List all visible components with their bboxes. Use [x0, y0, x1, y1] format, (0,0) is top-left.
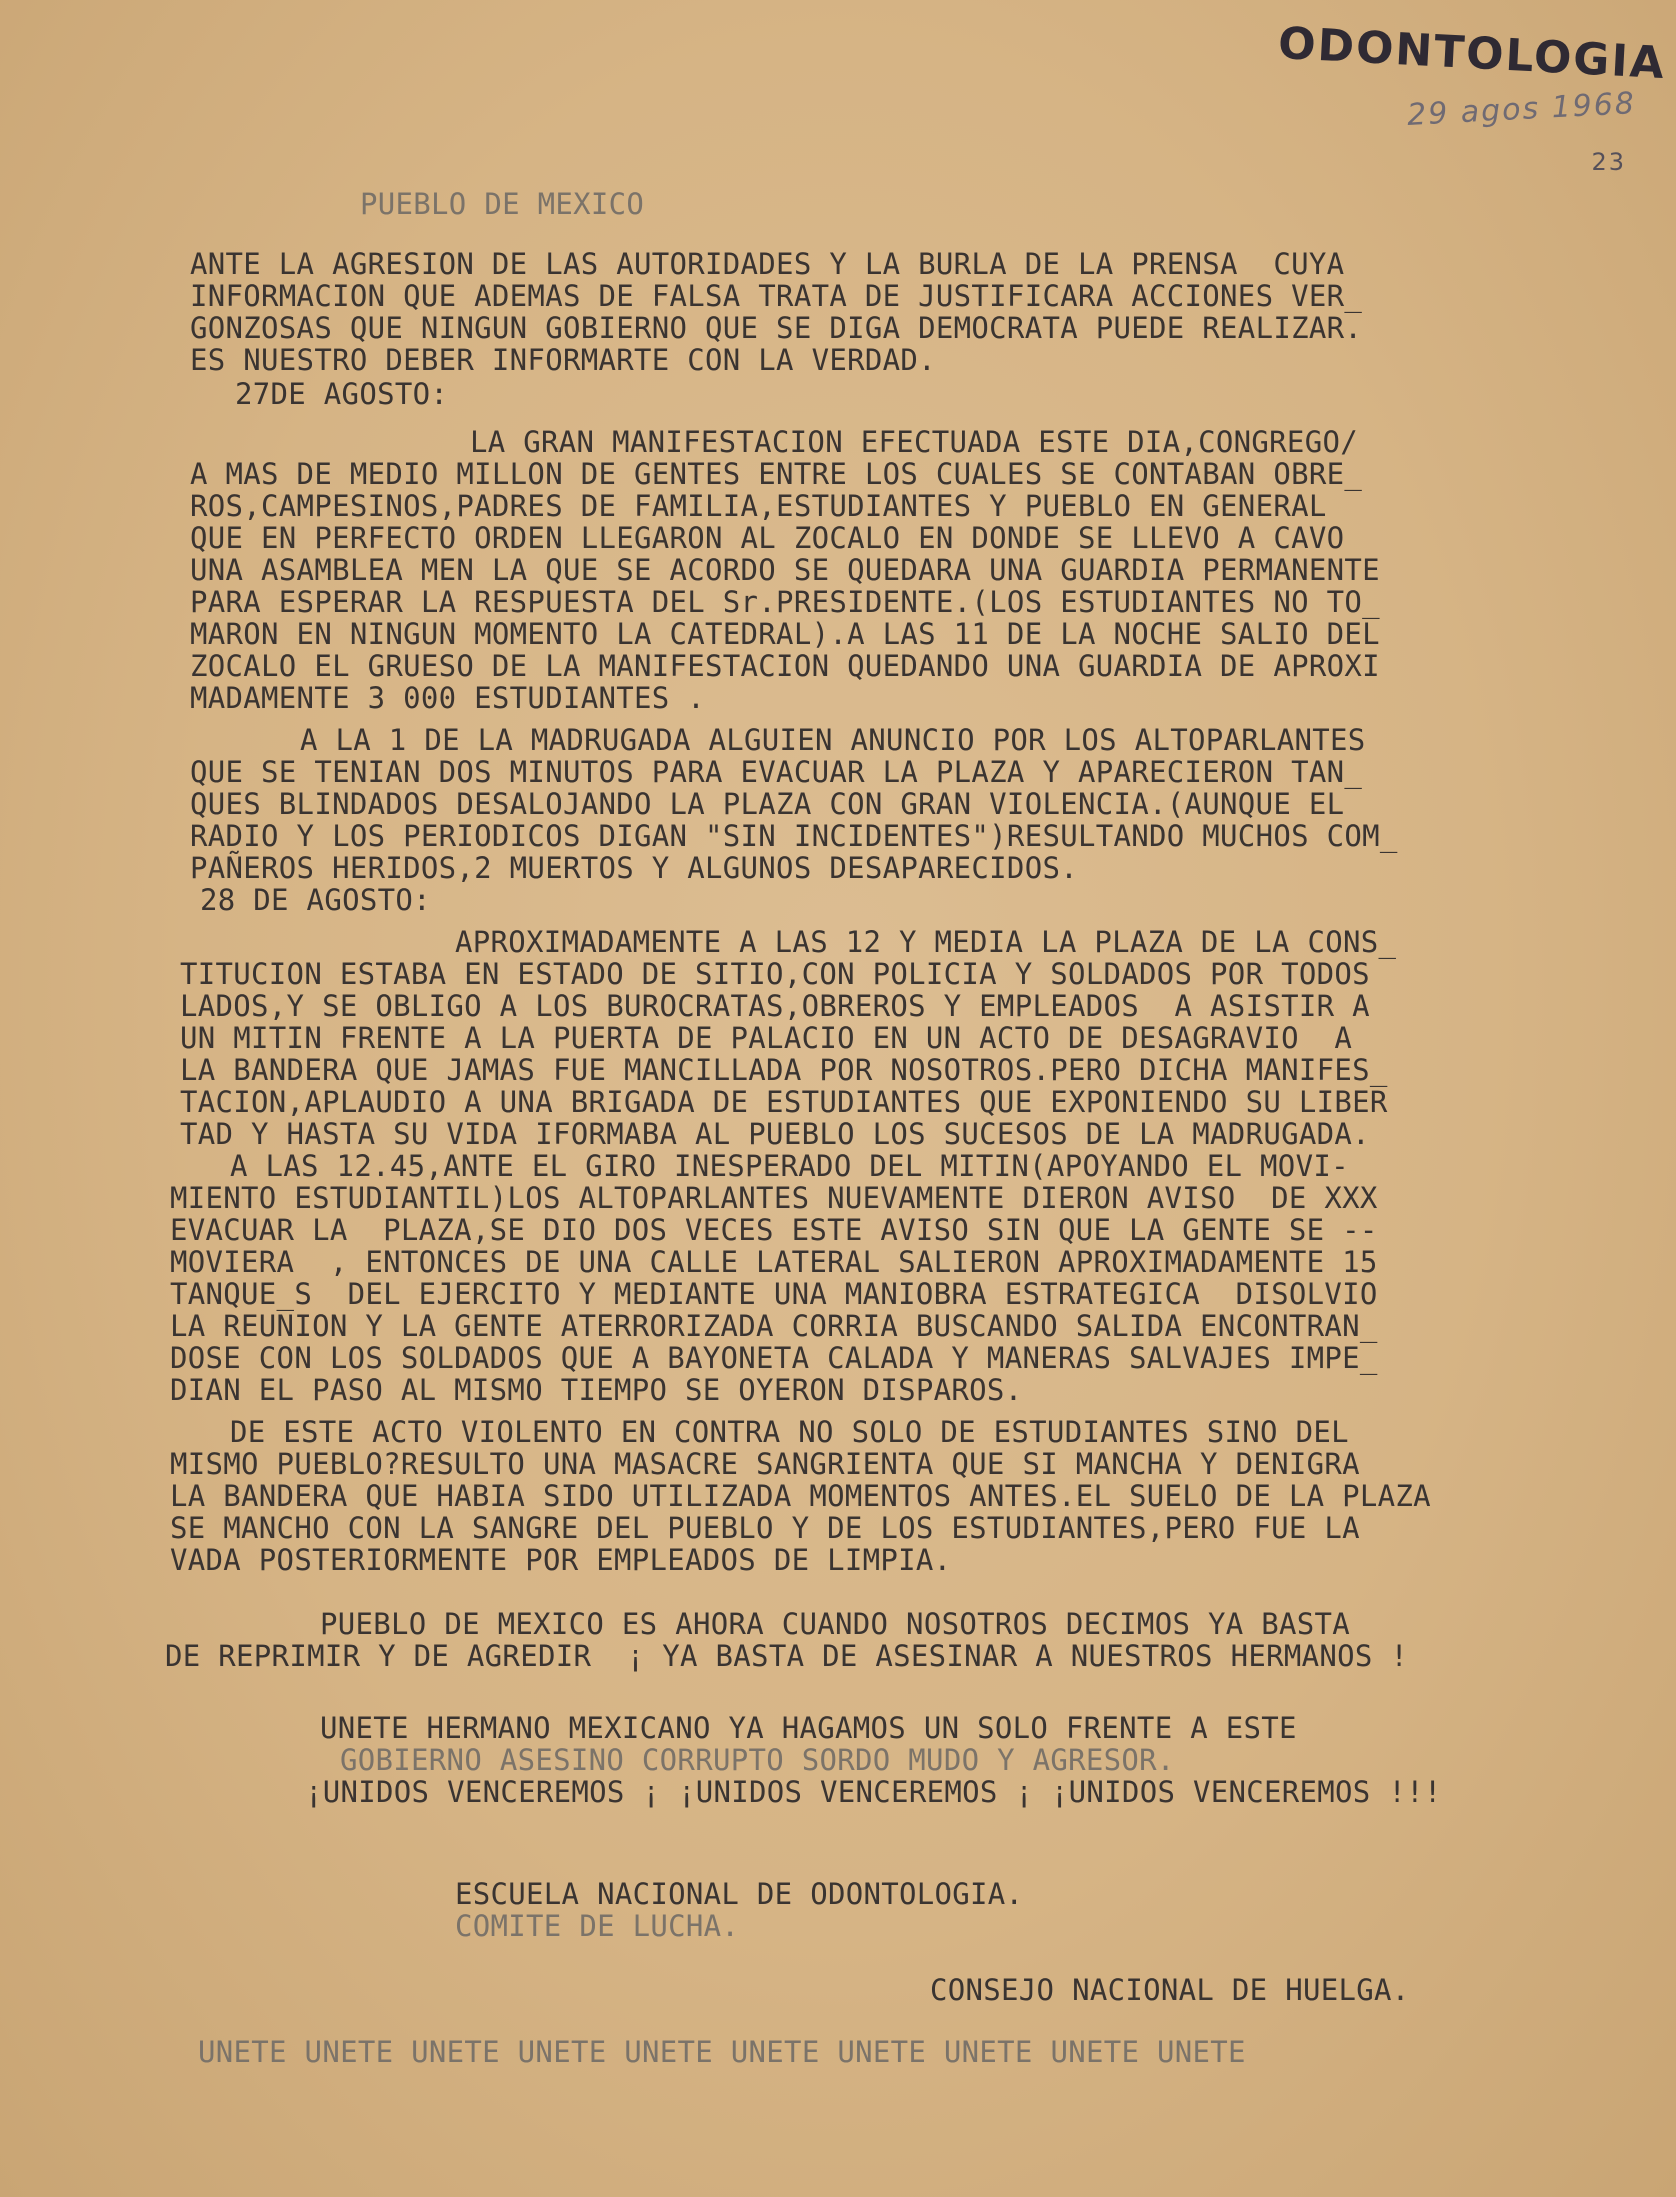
intro-line: ES NUESTRO DEBER INFORMARTE CON LA VERDAD.: [190, 343, 936, 377]
section3-line: DE ESTE ACTO VIOLENTO EN CONTRA NO SOLO DE ESTUDIANTES SINO DEL: [230, 1415, 1349, 1449]
appeal-line: PUEBLO DE MEXICO ES AHORA CUANDO NOSOTROS DECIMOS YA BASTA: [320, 1607, 1351, 1641]
section3-line: TACION,APLAUDIO A UNA BRIGADA DE ESTUDIANTES QUE EXPONIENDO SU LIBER: [180, 1085, 1388, 1119]
handwritten-date-annotation: 29 agos 1968: [1406, 86, 1637, 133]
section1-line: ZOCALO EL GRUESO DE LA MANIFESTACION QUEDANDO UNA GUARDIA DE APROXI: [190, 649, 1380, 683]
section1-line: MADAMENTE 3 000 ESTUDIANTES .: [190, 681, 706, 715]
section3-line: VADA POSTERIORMENTE POR EMPLEADOS DE LIMPIA.: [170, 1543, 952, 1577]
intro-line: GONZOSAS QUE NINGUN GOBIERNO QUE SE DIGA DEMOCRATA PUEDE REALIZAR.: [190, 311, 1363, 345]
section2-line: QUE SE TENIAN DOS MINUTOS PARA EVACUAR LA PLAZA Y APARECIERON TAN_: [190, 755, 1363, 789]
section1-line: MARON EN NINGUN MOMENTO LA CATEDRAL).A LAS 11 DE LA NOCHE SALIO DEL: [190, 617, 1380, 651]
signature-committee: COMITE DE LUCHA.: [455, 1909, 740, 1943]
section3-line: TAD Y HASTA SU VIDA IFORMABA AL PUEBLO LOS SUCESOS DE LA MADRUGADA.: [180, 1117, 1370, 1151]
section1-line: A MAS DE MEDIO MILLON DE GENTES ENTRE LOS CUALES SE CONTABAN OBRE_: [190, 457, 1363, 491]
section3-line: DIAN EL PASO AL MISMO TIEMPO SE OYERON DISPAROS.: [170, 1373, 1023, 1407]
section3-line: SE MANCHO CON LA SANGRE DEL PUEBLO Y DE LOS ESTUDIANTES,PERO FUE LA: [170, 1511, 1360, 1545]
section3-line: APROXIMADAMENTE A LAS 12 Y MEDIA LA PLAZA DE LA CONS_: [455, 925, 1397, 959]
section3-line: LA BANDERA QUE HABIA SIDO UTILIZADA MOMENTOS ANTES.EL SUELO DE LA PLAZA: [170, 1479, 1431, 1513]
section3-line: DOSE CON LOS SOLDADOS QUE A BAYONETA CALADA Y MANERAS SALVAJES IMPE_: [170, 1341, 1378, 1375]
section1-line: QUE EN PERFECTO ORDEN LLEGARON AL ZOCALO EN DONDE SE LLEVO A CAVO: [190, 521, 1345, 555]
footer-repeated-text: UNETE UNETE UNETE UNETE UNETE UNETE UNETE UNETE UNETE UNETE: [198, 2035, 1246, 2069]
section3-line: MIENTO ESTUDIANTIL)LOS ALTOPARLANTES NUEVAMENTE DIERON AVISO DE XXX: [170, 1181, 1378, 1215]
intro-line: ANTE LA AGRESION DE LAS AUTORIDADES Y LA BURLA DE LA PRENSA CUYA: [190, 247, 1345, 281]
intro-line: INFORMACION QUE ADEMAS DE FALSA TRATA DE JUSTIFICARA ACCIONES VER_: [190, 279, 1363, 313]
section3-line: LA REUNION Y LA GENTE ATERRORIZADA CORRIA BUSCANDO SALIDA ENCONTRAN_: [170, 1309, 1378, 1343]
section3-line: TITUCION ESTABA EN ESTADO DE SITIO,CON POLICIA Y SOLDADOS POR TODOS: [180, 957, 1370, 991]
section2-line: A LA 1 DE LA MADRUGADA ALGUIEN ANUNCIO POR LOS ALTOPARLANTES: [300, 723, 1366, 757]
section1-line: UNA ASAMBLEA MEN LA QUE SE ACORDO SE QUEDARA UNA GUARDIA PERMANENTE: [190, 553, 1380, 587]
section1-line: ROS,CAMPESINOS,PADRES DE FAMILIA,ESTUDIANTES Y PUEBLO EN GENERAL: [190, 489, 1327, 523]
section1-line: PARA ESPERAR LA RESPUESTA DEL Sr.PRESIDENTE.(LOS ESTUDIANTES NO TO_: [190, 585, 1380, 619]
date-heading-28: 28 DE AGOSTO:: [200, 883, 431, 917]
section2-line: QUES BLINDADOS DESALOJANDO LA PLAZA CON GRAN VIOLENCIA.(AUNQUE EL: [190, 787, 1345, 821]
call-line: UNETE HERMANO MEXICANO YA HAGAMOS UN SOLO FRENTE A ESTE: [320, 1711, 1297, 1745]
call-line: GOBIERNO ASESINO CORRUPTO SORDO MUDO Y AGRESOR.: [340, 1743, 1175, 1777]
signature-school: ESCUELA NACIONAL DE ODONTOLOGIA.: [455, 1877, 1024, 1911]
handwritten-school-annotation: ODONTOLOGIA: [1276, 17, 1668, 90]
appeal-line: DE REPRIMIR Y DE AGREDIR ¡ YA BASTA DE ASESINAR A NUESTROS HERMANOS !: [165, 1639, 1409, 1673]
section3-line: MOVIERA , ENTONCES DE UNA CALLE LATERAL SALIERON APROXIMADAMENTE 15: [170, 1245, 1378, 1279]
heading: PUEBLO DE MEXICO: [360, 187, 645, 221]
section3-line: UN MITIN FRENTE A LA PUERTA DE PALACIO EN UN ACTO DE DESAGRAVIO A: [180, 1021, 1353, 1055]
section3-line: MISMO PUEBLO?RESULTO UNA MASACRE SANGRIENTA QUE SI MANCHA Y DENIGRA: [170, 1447, 1360, 1481]
section3-line: A LAS 12.45,ANTE EL GIRO INESPERADO DEL MITIN(APOYANDO EL MOVI-: [230, 1149, 1349, 1183]
date-heading-27: 27DE AGOSTO:: [235, 377, 449, 411]
section2-line: PAÑEROS HERIDOS,2 MUERTOS Y ALGUNOS DESAPARECIDOS.: [190, 851, 1078, 885]
section3-line: TANQUE_S DEL EJERCITO Y MEDIANTE UNA MANIOBRA ESTRATEGICA DISOLVIO: [170, 1277, 1378, 1311]
call-line: ¡UNIDOS VENCEREMOS ¡ ¡UNIDOS VENCEREMOS ¡ ¡UNIDOS VENCEREMOS !!!: [305, 1775, 1442, 1809]
section2-line: RADIO Y LOS PERIODICOS DIGAN "SIN INCIDENTES")RESULTANDO MUCHOS COM_: [190, 819, 1398, 853]
section3-line: LADOS,Y SE OBLIGO A LOS BUROCRATAS,OBREROS Y EMPLEADOS A ASISTIR A: [180, 989, 1370, 1023]
handwritten-number-annotation: 23: [1591, 148, 1626, 176]
section3-line: LA BANDERA QUE JAMAS FUE MANCILLADA POR NOSOTROS.PERO DICHA MANIFES_: [180, 1053, 1388, 1087]
signature-council: CONSEJO NACIONAL DE HUELGA.: [930, 1973, 1410, 2007]
section1-line: LA GRAN MANIFESTACION EFECTUADA ESTE DIA,CONGREGO/: [470, 425, 1358, 459]
section3-line: EVACUAR LA PLAZA,SE DIO DOS VECES ESTE AVISO SIN QUE LA GENTE SE --: [170, 1213, 1378, 1247]
